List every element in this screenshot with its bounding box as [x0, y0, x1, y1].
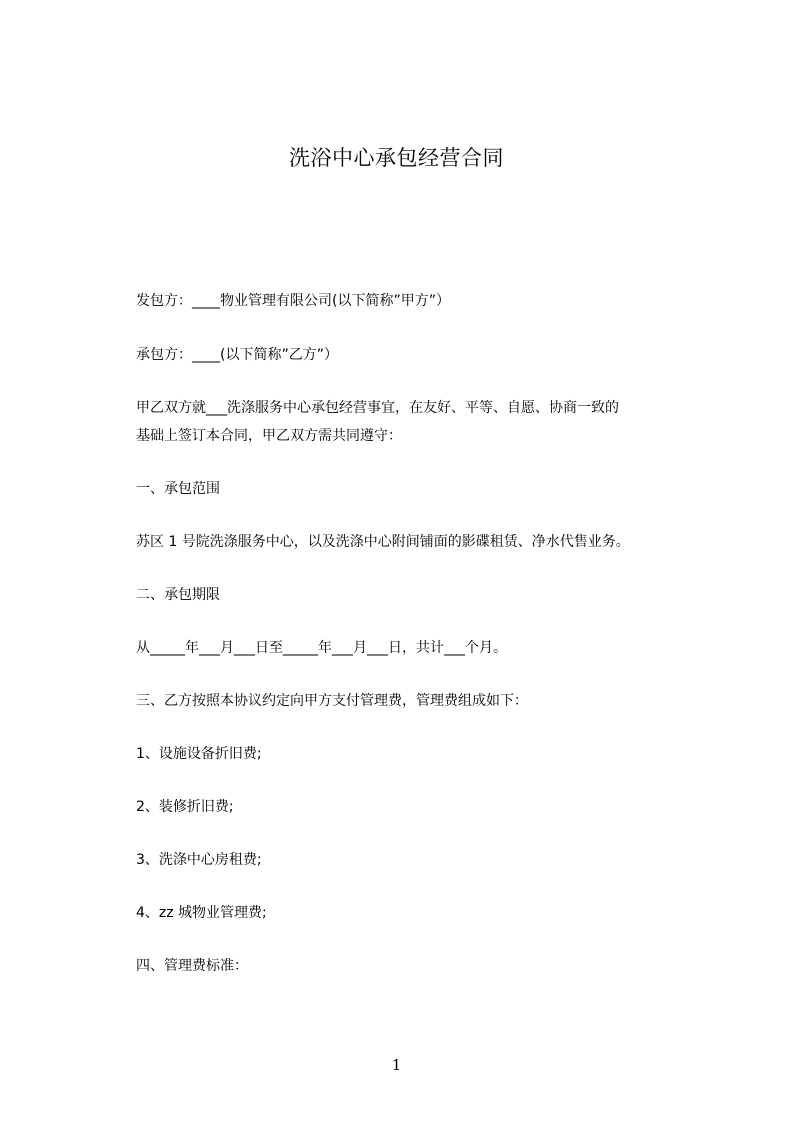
page-number: 1: [391, 1056, 402, 1074]
party-b-line: 承包方：____(以下简称”乙方”）: [136, 347, 338, 363]
fee-item-2: 2、装修折旧费;: [136, 799, 234, 815]
scope-text: 苏区 1 号院洗涤服务中心，以及洗涤中心附间铺面的影碟租赁、净水代售业务。: [136, 534, 630, 550]
intro-line-1: 甲乙双方就___洗涤服务中心承包经营事宜，在友好、平等、自愿、协商一致的: [136, 400, 619, 416]
fee-item-1: 1、设施设备折旧费;: [136, 746, 262, 762]
intro-line-2: 基础上签订本合同，甲乙双方需共同遵守：: [136, 428, 402, 444]
document-title: 洗浴中心承包经营合同: [289, 146, 504, 170]
term-text: 从_____年___月___日至_____年___月___日，共计___个月。: [136, 640, 507, 656]
scope-heading: 一、承包范围: [136, 481, 220, 497]
term-heading: 二、承包期限: [136, 587, 220, 603]
party-a-line: 发包方：____物业管理有限公司(以下简称”甲方”）: [136, 293, 450, 309]
standard-heading: 四、管理费标准：: [136, 958, 248, 974]
fee-item-3: 3、洗涤中心房租费;: [136, 852, 262, 868]
fee-item-4: 4、zz 城物业管理费;: [136, 905, 267, 921]
intro-paragraph: [136, 394, 710, 450]
fee-heading: 三、乙方按照本协议约定向甲方支付管理费，管理费组成如下：: [136, 693, 528, 709]
